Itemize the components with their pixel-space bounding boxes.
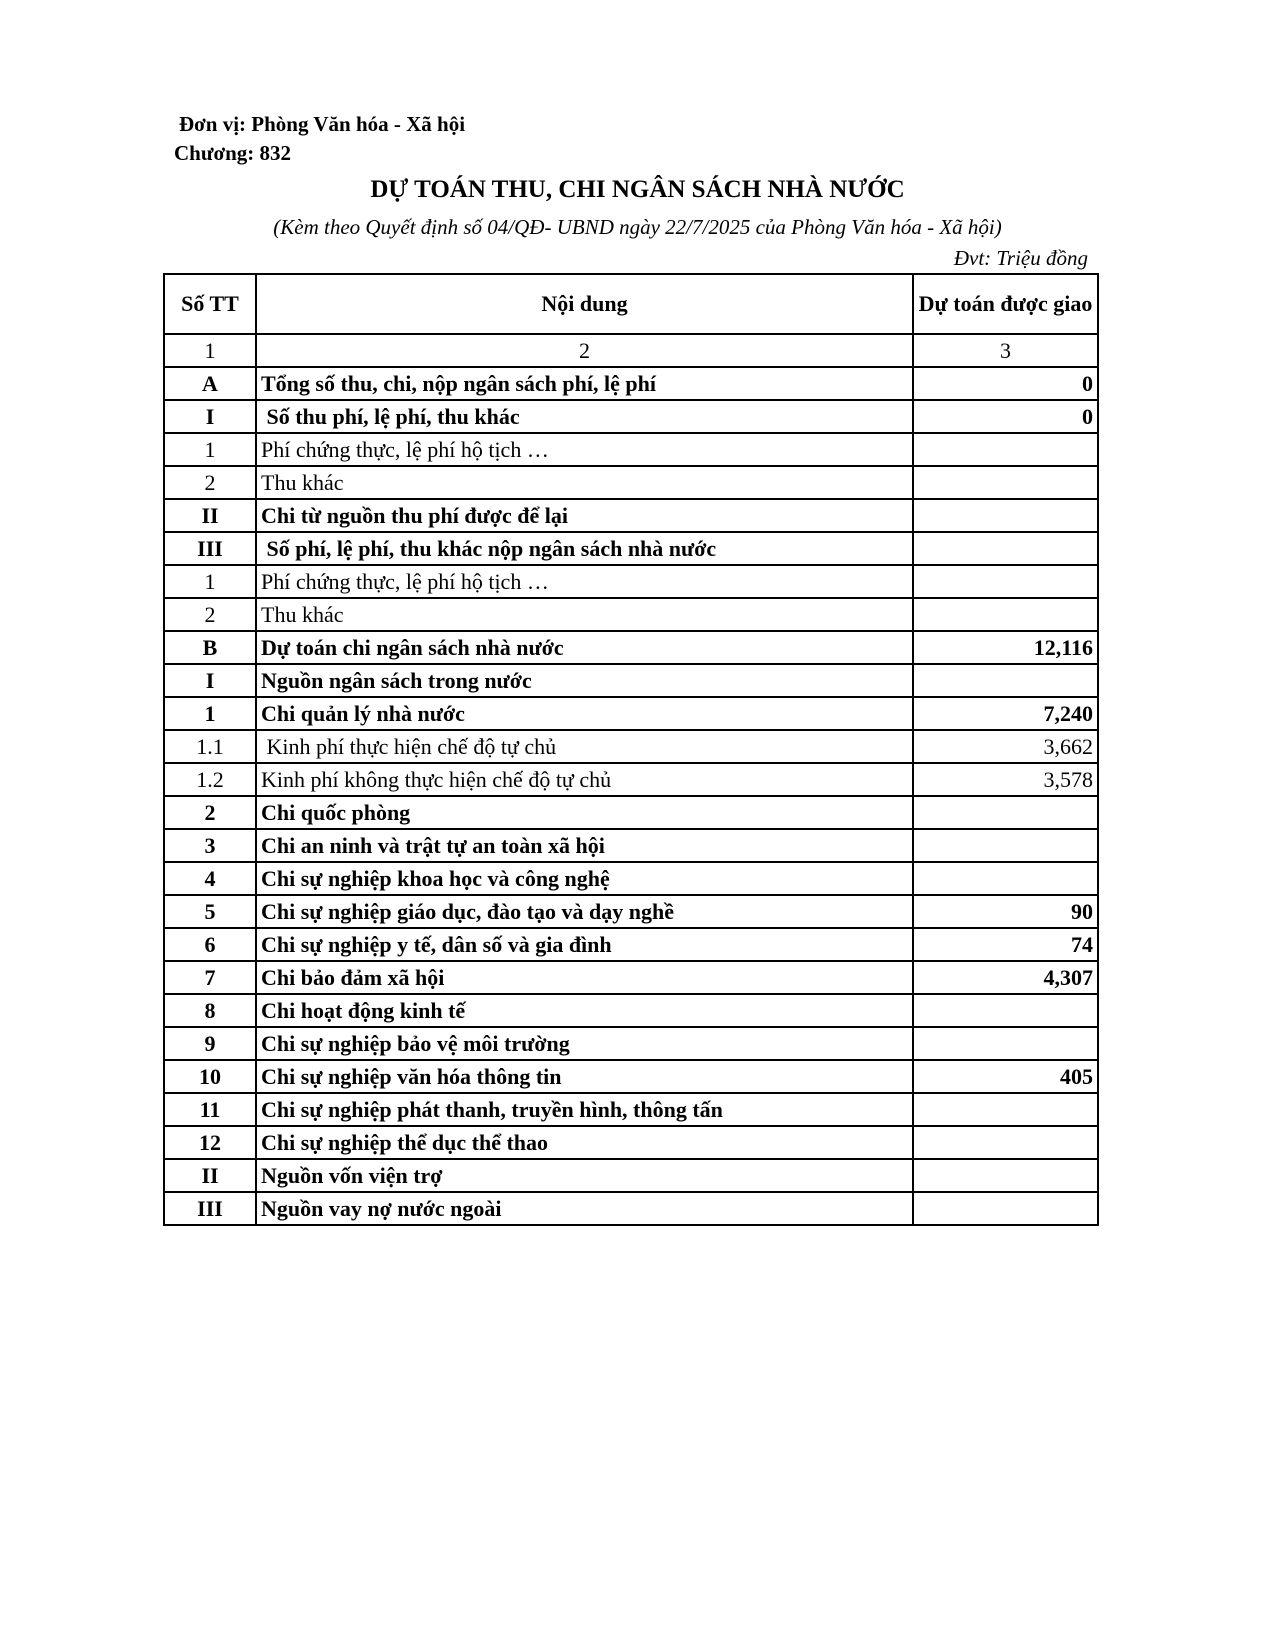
row-content: Tổng số thu, chi, nộp ngân sách phí, lệ phí (256, 367, 913, 400)
unit-label: Đơn vị: Phòng Văn hóa - Xã hội (179, 112, 466, 136)
table-row (164, 367, 1098, 400)
table-row (164, 1027, 1098, 1060)
row-stt: I (164, 400, 256, 433)
column-index-2: 2 (256, 334, 913, 367)
row-value (913, 1027, 1098, 1060)
row-value: 3,662 (913, 730, 1098, 763)
table-row (164, 829, 1098, 862)
row-value (913, 1126, 1098, 1159)
row-value (913, 433, 1098, 466)
currency-unit-note: Đvt: Triệu đồng (953, 246, 1088, 270)
row-stt: III (164, 1192, 256, 1225)
table-row (164, 1093, 1098, 1126)
header-value: Dự toán được giao (913, 274, 1098, 334)
row-value: 74 (913, 928, 1098, 961)
row-content: Phí chứng thực, lệ phí hộ tịch … (256, 433, 913, 466)
table-row (164, 499, 1098, 532)
row-content: Chi sự nghiệp bảo vệ môi trường (256, 1027, 913, 1060)
table-row (164, 532, 1098, 565)
row-content: Chi sự nghiệp văn hóa thông tin (256, 1060, 913, 1093)
row-stt: II (164, 1159, 256, 1192)
row-stt: 11 (164, 1093, 256, 1126)
table-row (164, 994, 1098, 1027)
row-stt: 1.1 (164, 730, 256, 763)
column-index-1: 1 (164, 334, 256, 367)
row-content: Chi sự nghiệp giáo dục, đào tạo và dạy nghề (256, 895, 913, 928)
chapter-label: Chương: 832 (174, 141, 291, 165)
header-stt: Số TT (164, 274, 256, 334)
row-stt: 1 (164, 697, 256, 730)
row-content: Kinh phí không thực hiện chế độ tự chủ (256, 763, 913, 796)
row-stt: 10 (164, 1060, 256, 1093)
row-value: 405 (913, 1060, 1098, 1093)
table-row (164, 1126, 1098, 1159)
row-stt: 12 (164, 1126, 256, 1159)
table-row (164, 796, 1098, 829)
row-value (913, 994, 1098, 1027)
row-value (913, 565, 1098, 598)
row-stt: 1 (164, 565, 256, 598)
row-value (913, 1159, 1098, 1192)
column-index-row (164, 334, 1098, 367)
row-value (913, 1192, 1098, 1225)
document-title: DỰ TOÁN THU, CHI NGÂN SÁCH NHÀ NƯỚC (370, 176, 905, 203)
row-content: Chi an ninh và trật tự an toàn xã hội (256, 829, 913, 862)
row-content: Chi quốc phòng (256, 796, 913, 829)
row-stt: 2 (164, 598, 256, 631)
row-content: Dự toán chi ngân sách nhà nước (256, 631, 913, 664)
table-row (164, 928, 1098, 961)
table-row (164, 433, 1098, 466)
row-content: Chi hoạt động kinh tế (256, 994, 913, 1027)
budget-table (163, 273, 1099, 1226)
row-value: 90 (913, 895, 1098, 928)
table-row (164, 961, 1098, 994)
row-content: Chi quản lý nhà nước (256, 697, 913, 730)
row-content: Số phí, lệ phí, thu khác nộp ngân sách nhà nước (256, 532, 913, 565)
row-stt: A (164, 367, 256, 400)
table-row (164, 1159, 1098, 1192)
table-row (164, 631, 1098, 664)
row-value: 0 (913, 367, 1098, 400)
row-stt: 8 (164, 994, 256, 1027)
row-value (913, 862, 1098, 895)
row-value: 12,116 (913, 631, 1098, 664)
row-value: 4,307 (913, 961, 1098, 994)
row-content: Chi sự nghiệp thể dục thể thao (256, 1126, 913, 1159)
row-stt: 6 (164, 928, 256, 961)
table-row (164, 1060, 1098, 1093)
row-content: Số thu phí, lệ phí, thu khác (256, 400, 913, 433)
row-content: Chi từ nguồn thu phí được để lại (256, 499, 913, 532)
row-value (913, 598, 1098, 631)
row-stt: 2 (164, 466, 256, 499)
row-stt: 9 (164, 1027, 256, 1060)
row-value (913, 1093, 1098, 1126)
table-row (164, 730, 1098, 763)
row-content: Chi sự nghiệp phát thanh, truyền hình, thông tấn (256, 1093, 913, 1126)
row-value (913, 499, 1098, 532)
row-stt: 3 (164, 829, 256, 862)
row-value (913, 532, 1098, 565)
row-stt: I (164, 664, 256, 697)
row-stt: II (164, 499, 256, 532)
table-row (164, 697, 1098, 730)
row-content: Thu khác (256, 598, 913, 631)
row-stt: 2 (164, 796, 256, 829)
row-content: Nguồn vốn viện trợ (256, 1159, 913, 1192)
row-stt: 4 (164, 862, 256, 895)
row-content: Thu khác (256, 466, 913, 499)
table-row (164, 1192, 1098, 1225)
row-content: Phí chứng thực, lệ phí hộ tịch … (256, 565, 913, 598)
table-row (164, 565, 1098, 598)
row-stt: III (164, 532, 256, 565)
row-value: 7,240 (913, 697, 1098, 730)
row-value (913, 796, 1098, 829)
table-row (164, 466, 1098, 499)
row-content: Nguồn ngân sách trong nước (256, 664, 913, 697)
row-stt: 1.2 (164, 763, 256, 796)
table-row (164, 895, 1098, 928)
row-content: Chi sự nghiệp khoa học và công nghệ (256, 862, 913, 895)
row-stt: 5 (164, 895, 256, 928)
row-content: Chi bảo đảm xã hội (256, 961, 913, 994)
row-value: 0 (913, 400, 1098, 433)
header-content: Nội dung (256, 274, 913, 334)
row-value (913, 466, 1098, 499)
table-row (164, 763, 1098, 796)
row-content: Chi sự nghiệp y tế, dân số và gia đình (256, 928, 913, 961)
row-stt: 7 (164, 961, 256, 994)
row-value (913, 829, 1098, 862)
document-subtitle: (Kèm theo Quyết định số 04/QĐ- UBND ngày 22/7/2025 của Phòng Văn hóa - Xã hội) (273, 215, 1002, 239)
row-value (913, 664, 1098, 697)
table-header-row (164, 274, 1098, 334)
table-row (164, 664, 1098, 697)
row-stt: B (164, 631, 256, 664)
row-content: Kinh phí thực hiện chế độ tự chủ (256, 730, 913, 763)
table-row (164, 862, 1098, 895)
row-value: 3,578 (913, 763, 1098, 796)
row-stt: 1 (164, 433, 256, 466)
table-row (164, 400, 1098, 433)
table-row (164, 598, 1098, 631)
column-index-3: 3 (913, 334, 1098, 367)
row-content: Nguồn vay nợ nước ngoài (256, 1192, 913, 1225)
